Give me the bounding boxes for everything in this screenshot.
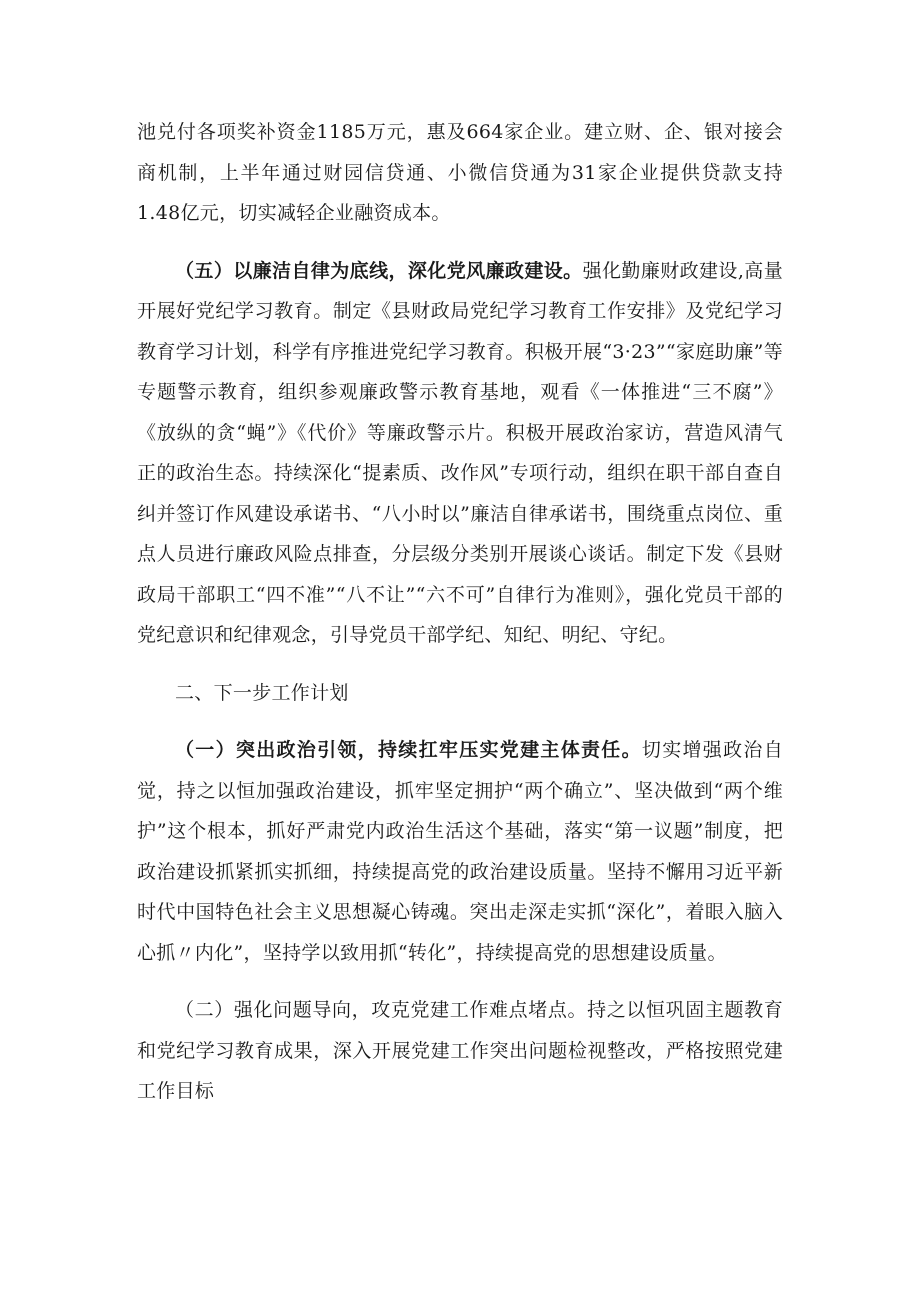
paragraph-plan-1: [137, 730, 783, 973]
plan-1-lead: （一）突出政治引领，持续扛牢压实党建主体责任。: [175, 739, 642, 761]
heading-next-step-plan: 二、下一步工作计划: [175, 681, 349, 704]
paragraph-plan-2: （二）强化问题导向，攻克党建工作难点堵点。持之以恒巩固主题教育和党纪学习教育成果，深入开展党建工作突出问题检视整改，严格按照党建工作目标: [137, 999, 783, 1102]
plan-1-body: 切实增强政治自觉，持之以恒加强政治建设，抓牢坚定拥护“两个确立”、坚决做到“两个维护”这个根本，抓好严肃党内政治生活这个基础，落实“第一议题”制度，把政治建设抓紧抓实抓细，持续提高党的政治建设质量。坚持不懈用习近平新时代中国特色社会主义思想凝心铸魂。突出走深走实抓“深化”，着眼入脑入心抓〃内化”，坚持学以致用抓“转化”，持续提高党的思想建设质量。: [137, 739, 783, 964]
section-5-body: 强化勤廉财政建设,高量开展好党纪学习教育。制定《县财政局党纪学习教育工作安排》及党纪学习教育学习计划，科学有序推进党纪学习教育。积极开展“3·23”“家庭助廉”等专题警示教育，组织参观廉政警示教育基地，观看《一体推进“三不腐”》《放纵的贪“蝇”》《代价》等廉政警示片。积极开展政治家访，营造风清气正的政治生态。持续深化“提素质、改作风”专项行动，组织在职干部自查自纠并签订作风建设承诺书、“八小时以”廉洁自律承诺书，围绕重点岗位、重点人员进行廉政风险点排查，分层级分类别开展谈心谈话。制定下发《县财政局干部职工“四不准”“八不让”“六不可”自律行为准则》，强化党员干部的党纪意识和纪律观念，引导党员干部学纪、知纪、明纪、守纪。: [137, 259, 783, 646]
paragraph-continued: 池兑付各项奖补资金1185万元，惠及664家企业。建立财、企、银对接会商机制，上半年通过财园信贷通、小微信贷通为31家企业提供贷款支持1.48亿元，切实减轻企业融资成本。: [137, 121, 783, 224]
section-5-lead: （五）以廉洁自律为底线，深化党风廉政建设。: [175, 259, 583, 282]
paragraph-section-5: [137, 251, 783, 656]
document-page: [137, 112, 783, 1112]
